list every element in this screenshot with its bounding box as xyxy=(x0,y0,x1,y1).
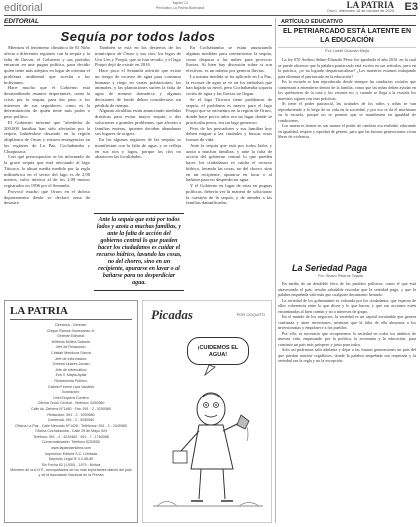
staff-line: www.lapatriaenlinea.com xyxy=(51,446,91,451)
staff-line: Miembro de la A.N.P., acompañados de los más importantes diarios del país y de la Asociación Nacional de la Prensa xyxy=(10,468,132,477)
staff-line: Teléfono: 591 - 4 - 4229460 · 591 - 7 - 1760088 xyxy=(33,434,109,439)
staff-line: Eva V. Mayta Ayala xyxy=(55,373,87,378)
paragraph: Los maestros tienen en sus manos el poder de cambiar esa realidad, educando en igualdad, respeto y equidad de género, para que las futuras generaciones vivan libres de violencia. xyxy=(278,123,416,139)
staff-line: Ximena Linares Jordán xyxy=(52,362,90,367)
staff-line: Gabriel Fermín Lara Vacaflor xyxy=(47,384,95,389)
right-column xyxy=(278,18,416,509)
staff-line: Gerente Editorial: xyxy=(57,334,85,339)
paragraph: Con qué preocupación se ha informado de la grave sequía que está afectando al lago Titicaca, la altura media medida por la regla milimétrica en el sector del lago es de 2,90 metros, valor inferior al de los 2,99 metros registrados en 1996 por el Senamhi. xyxy=(4,154,90,188)
editorial-column-2 xyxy=(95,45,181,210)
column-byline: Por: Álvaro Riveros Tejada xyxy=(318,274,363,278)
pull-quote: Ante la sequía que está por todos lados y azota a muchas familias, y ante la falta de acción del gobierno central lo que pueden hacer los ciudadanos es cuidar el recurso hídrico, lavando las cosas, no del chorro, sino en un recipiente, apurarse en lavar o al bañarse para no desperdiciar agua. xyxy=(94,213,184,291)
staff-line: Sin Fecha 63 (1,000) - 1979 - Bolivia xyxy=(41,462,101,467)
column-body xyxy=(278,281,416,509)
article-title: EL PETRIARCADO ESTÁ LATENTE EN LA EDUCACIÓN xyxy=(278,28,416,48)
staff-line: Cristian Mendoza García xyxy=(51,350,91,355)
paragraph: También se está en los desiertos de los municipios de Oruro y sus ríos; los lagos de Uru Uru y Poopó, que se han secado, y el lago Poopó dejó de existir en 2016. xyxy=(95,45,181,68)
editorial-column-1 xyxy=(4,45,90,297)
column-divider xyxy=(275,18,276,523)
editorial-tag: EDITORIAL xyxy=(4,18,272,26)
paragraph: Hace mucho que el Gobierno está desatendiendo asuntos importantes, como la crisis por la sequía, para dar paso a los intereses de sus seguidores, como es la determinación de quién tiene más poder o peso político. xyxy=(4,85,90,119)
staff-line: Wilfredo Molina Salcedo xyxy=(51,339,91,344)
header-center-line: Periódico La Patria Boliviana xyxy=(155,5,205,10)
paragraph: Si tiene el poder patriarcal, las actitudes de los niños y niñas se van reproduciendo a lo largo de su vida en la sociedad, y por eso se da el machismo en la escuela, porque no se permite que se manifiesten en igualdad de condiciones. xyxy=(278,101,416,123)
paragraph: Ante la sequía que está por todos lados y azota a muchas familias, y ante la falta de acción del gobierno central lo que pueden hacer los ciudadanos es cuidar el recurso hídrico, lavando las cosas, no del chorro, sino en un recipiente, apurarse en lavar o al bañarse para no desperdiciar agua. xyxy=(186,142,272,183)
staff-line: Chique Ramos Somecanso Jr. xyxy=(46,328,96,333)
paragraph: En medio de un desdoble ético de los partidos políticos, como el que está atravesando el país, resulta saludable recordar que la seriedad paga, y que la palabra empeñada vale más que cualquier documento firmado. xyxy=(278,281,416,297)
header-center-text xyxy=(150,1,210,10)
paragraph: La ley 070 Avelino Siñani-Elizardo Pérez fue aprobada el año 2010, en la cual se puede observar que la palabra patriarcado está escrita en sus artículos, pero en la práctica, ¿se ha logrado despatriarcalizar? ¿Los maestros estamos trabajando para eliminar el patriarcado en la educación? xyxy=(278,57,416,79)
paragraph: Por ello, es necesario que recuperemos la seriedad en todos los ámbitos de nuestra vida, empezando por la política, la economía y la educación, para construir un país más próspero y justo para todos. xyxy=(278,330,416,347)
paragraph: El Gobierno informó que "alrededor de 200.000 familias han sido afectadas por la sequía, habiéndose desatado en la región altiplánica de Oruro y existen emergencias en las regiones de La Paz, Cochabamba y Chuquisaca. xyxy=(4,119,90,154)
paragraph: En Cochabamba se están anunciando algunas medidas para contrarrestar la sequía, como disparar a las nubes para provocar lluvias. Si bien hay discusión sobre si son efectivas, es un intento por generar lluvias. xyxy=(186,45,272,73)
header-rule xyxy=(4,15,416,16)
paragraph: Hace poco el Senamhi advirtió que existe un riesgo de escasez de agua para consumo humano y riego en varias poblaciones; los animales, y las plantaciones sufren la falta de agua de manera dramática y algunas decisiones de fondo deben considerarse sin pérdida de tiempo. xyxy=(95,68,181,108)
staff-line: Depósito Legal N°4-3-56-89 xyxy=(48,457,94,462)
staff-line: Jefe de Información: xyxy=(54,356,88,361)
staff-line: Calle Av. Dehene N°1480 · Fax: 591 - 2 - 5250580 xyxy=(30,406,112,411)
article-tag: ARTÍCULO EDUCATIVO xyxy=(278,18,416,26)
article-byline: Por: Liseth Guzmán Mejía xyxy=(325,49,369,53)
staff-line: Oficina Cochabamba - Calle 25 de Mayo S/N xyxy=(35,429,107,434)
staff-line: Comercial: 591 - 2 - 5250580 xyxy=(47,418,95,423)
staff-line: Impresión: Editora S.C. Limitada xyxy=(45,451,97,456)
staff-line: Directora - Gerente: xyxy=(55,323,87,327)
paragraph: La seriedad de los gobernantes es valorada por los ciudadanos, que esperan de ellos coherencia entre lo que dicen y lo que hacen, y que sus acciones estén encaminadas al bien común y no a intereses de grupo. xyxy=(278,297,416,314)
cartoon-title: Picadas xyxy=(151,307,193,322)
editorial-section xyxy=(4,18,272,297)
paragraph: Se el lago Titicaca tiene problemas de sequía, el problema es mayor para el lago Poopó que se encuentra en la región de Oruro, donde hace pocos años era un lugar donde se practicaba pesca, era un lago generoso. xyxy=(186,96,272,125)
staff-box xyxy=(4,300,138,523)
editorial-columns xyxy=(4,45,272,297)
cartoon-byline: POR COQUITO xyxy=(236,312,265,317)
editorial-title: Sequía por todos lados xyxy=(60,29,216,44)
staff-line: Uriel Esquera Cordero xyxy=(53,395,89,400)
column-title: La Seriedad Paga xyxy=(292,263,368,273)
staff-line: Comercialización: Teléfono 5253555 xyxy=(42,440,100,445)
paragraph: Algunas alcaldías están anunciando medidas drásticas para evitar mayor sequía, o dos soluciones a grandes problemas, que afectan a familias enteras, quienes deciden abandonar sus lugares de origen. xyxy=(95,108,181,137)
paragraph: En el mundo de los negocios, la seriedad es un capital invaluable que genera confianza y atrae inversiones, mientras que la falta de ella ahuyenta a los inversionistas y empobrece a los pueblos. xyxy=(278,314,416,330)
page-number: E3 xyxy=(404,1,418,13)
cartoon-drawing xyxy=(143,301,273,524)
cartoon xyxy=(142,300,272,523)
paragraph: La misma medida se ha aplicado en La Paz, la escasez de agua se ve en los embalses que han bajado su nivel, pero Cochabamba soporta cortes de agua y las lluvias no llegan. xyxy=(186,73,272,96)
staff-line: Oficina La Paz - Calle Mercado N°1428 · Teléfonos: 591 - 2 - 2440980 xyxy=(15,423,127,428)
article-body xyxy=(278,57,416,257)
paragraph: En las algunas regiones de las sequías se manifiestan con la falta de agua, y se refleja en sus ríos y lagos, porque los ríos no abastecen las localidades. xyxy=(95,137,181,160)
paragraph: Provocó mucho que Oruro en el doloso departamento desde se declaró zona de desastre. xyxy=(4,188,90,206)
staff-line: Ilustración: xyxy=(62,390,80,395)
paragraph: Y el Gobierno en lugar de estar en pugnas políticas, debería ver la manera de solucionar la cuestión de la sequía, y de atender a las familias damnificadas. xyxy=(186,183,272,206)
page-header xyxy=(0,0,420,16)
paragraph: Solo así podremos salir adelante y dejar a las futuras generaciones un país del que puedan sentirse orgullosos, donde la palabra empeñada sea respetada y la seriedad sea la regla y no la excepción. xyxy=(278,347,416,363)
speech-bubble: ¡CUIDEMOS EL AGUA! xyxy=(187,337,249,365)
masthead: LA PATRIA xyxy=(346,0,394,10)
paragraph: Mientras el fenómeno climático de El Niño afecta a diferentes regiones con la sequía y la falta de lluvias, el Gobierno y sus partidos entraron en una pugna política, para decidir quién tiene más adeptos en lugar de orientar el problema ambiental que acecha a los bolivianos. xyxy=(4,45,90,85)
staff-line: Redacción: 591 - 2 - 5250580 xyxy=(47,412,95,417)
staff-line: Jefe de Informática: xyxy=(55,367,87,372)
staff-logo: LA PATRIA xyxy=(10,305,132,320)
paragraph: Pero de los pescadores y sus familias hoy deben migrar a las ciudades y buscar otras formas de vida. xyxy=(186,125,272,142)
editorial-column-3 xyxy=(186,45,272,297)
staff-line: Oficina Oruro Central - Teléfono: 5250580 xyxy=(37,401,105,406)
page-date: Oruro, miércoles 18 de octubre de 2023 xyxy=(326,9,394,13)
staff-line: Relacionista Público: xyxy=(54,378,88,383)
paragraph: En la escuela se han reproducido desde siempre las conductas sociales que comienzan a entenderse dentro de la familia, como que las niñas deben ayudar en los quehaceres de la casa y los varones no, y cuando se llega a la escuela los maestros siguen con esas prácticas. xyxy=(278,79,416,101)
section-label: editorial xyxy=(4,2,43,14)
header-center-line: Tapón/ Ci xyxy=(171,1,189,5)
staff-line: Jefe de Redacción: xyxy=(55,345,87,350)
